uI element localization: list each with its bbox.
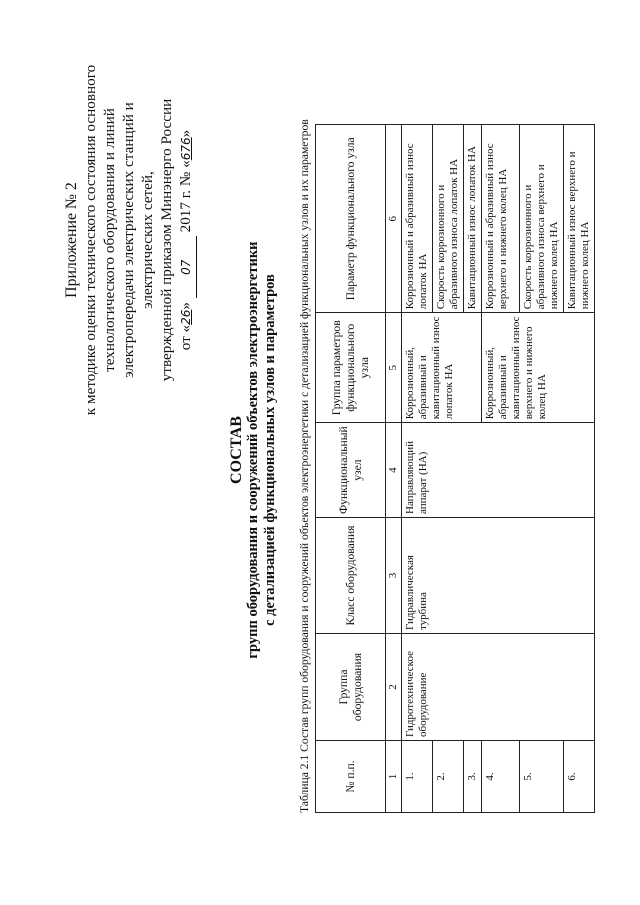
col-num-6: 6 (386, 125, 402, 313)
header-param: Параметр функционального узла (316, 125, 386, 313)
title-line-2: групп оборудования и сооружений объектов электроэнергетики (245, 241, 261, 659)
column-number-row (386, 125, 402, 813)
col-num-5: 5 (386, 313, 402, 423)
appendix-date-line (176, 45, 197, 435)
appendix-title: Приложение № 2 (63, 182, 80, 298)
header-param-group: Группа параметров функционального узла (316, 313, 386, 423)
table-caption: Таблица 2.1 Состав групп оборудования и сооружений объектов электроэнергетики с детализацией функциональных узлов и их параметров (298, 119, 311, 813)
param-cell: Скорость коррозионного и абразивного износа верхнего и нижнего колец НА (520, 125, 564, 313)
title-line-1: СОСТАВ (228, 416, 245, 484)
col-num-2: 2 (386, 634, 402, 741)
row-number: 1. (402, 741, 433, 813)
functional-node-cell: Направляющий аппарат (НА) (402, 423, 595, 518)
row-number: 4. (482, 741, 520, 813)
year-text: 2017 г. № « (177, 160, 194, 233)
date-suffix: » (177, 129, 194, 138)
composition-table (315, 124, 595, 813)
header-node: Функциональный узел (316, 423, 386, 518)
param-group-cell: Коррозионный, абразивный и кавитационный износ верхнего и нижнего колец НА (482, 313, 595, 423)
col-num-4: 4 (386, 423, 402, 518)
date-mid: » (177, 301, 194, 310)
row-number: 3. (464, 741, 482, 813)
date-prefix: от « (177, 324, 194, 351)
document-title (228, 90, 279, 810)
appendix-line-4: электрических сетей, (139, 171, 156, 309)
appendix-header (62, 45, 197, 435)
param-cell: Кавитационный износ верхнего и нижнего колец НА (564, 125, 595, 313)
table-row (402, 125, 433, 813)
param-cell: Кавитационный износ лопаток НА (464, 125, 482, 313)
header-class: Класс оборудования (316, 518, 386, 634)
appendix-line-3: электропередачи электрических станций и (120, 102, 137, 378)
col-num-3: 3 (386, 518, 402, 634)
equipment-class-cell: Гидравлическая турбина (402, 518, 595, 634)
header-row (316, 125, 386, 813)
month-blank (176, 236, 197, 298)
handwritten-day: 26 (179, 309, 193, 325)
handwritten-month: 07 (179, 259, 193, 275)
appendix-line-5: утвержденной приказом Минэнерго России (158, 98, 175, 382)
appendix-line-1: к методике оценки технического состояния основного (82, 64, 99, 416)
param-cell: Скорость коррозионного и абразивного износа лопаток НА (433, 125, 464, 313)
title-line-3: с детализацией функциональных узлов и параметров (262, 274, 278, 626)
param-group-cell: Коррозионный, абразивный и кавитационный износ лопаток НА (402, 313, 482, 423)
handwritten-number: 676 (179, 137, 193, 161)
param-cell: Коррозионный и абразивный износ лопаток НА (402, 125, 433, 313)
row-number: 5. (520, 741, 564, 813)
header-group: Группа оборудования (316, 634, 386, 741)
appendix-line-2: технологического оборудования и линий (101, 108, 118, 372)
col-num-1: 1 (386, 741, 402, 813)
param-cell: Коррозионный и абразивный износ верхнего и нижнего колец НА (482, 125, 520, 313)
row-number: 2. (433, 741, 464, 813)
equipment-group-cell: Гидротехническое оборудование (402, 634, 595, 741)
row-number: 6. (564, 741, 595, 813)
header-number: № п.п. (316, 741, 386, 813)
